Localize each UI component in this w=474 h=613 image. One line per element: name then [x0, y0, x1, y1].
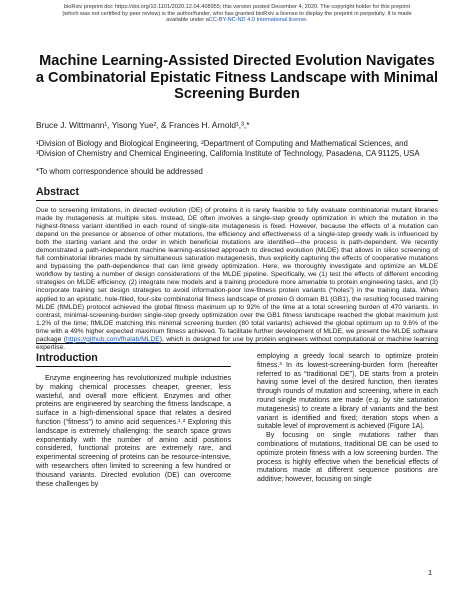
intro-paragraph-continued: employing a greedy local search to optimize protein fitness.³ In its lowest-screening-burden form (hereafter referred to as “traditional DE”), DE starts from a protein having some level of the desired function, then iterates through rounds of mutation and screening, where in each round single mutations are made (e.g. by site saturation mutagenesis) to create a library of variants and the best variant is identified and fixed; iteration stops when a suitable level of improvement is achieved (Figure 1A). — [257, 353, 438, 431]
correspondence-note: *To whom correspondence should be addressed — [36, 167, 203, 176]
abstract-text-end: ), which is designed for use by protein engineers without computational or machine learning expertise. — [36, 335, 438, 351]
affiliation-line-2: ³Division of Chemistry and Chemical Engineering, California Institute of Technology, Pasadena, CA 91125, USA — [36, 149, 420, 159]
introduction-heading: Introduction — [36, 352, 98, 364]
license-prefix: available under a — [166, 17, 209, 24]
abstract-heading: Abstract — [36, 186, 79, 198]
intro-paragraph-2: By focusing on single mutations rather than combinations of mutations, traditional DE can be used to optimize protein fitness with a low screening burden. The process is highly effective when the beneficial effects of mutations made at different sequence positions are additive; however, focusing on single — [257, 432, 438, 484]
abstract-bottom-rule — [36, 343, 438, 344]
license-link[interactable]: CC-BY-NC-ND 4.0 International license — [208, 17, 307, 24]
introduction-rule — [36, 366, 231, 367]
affiliation-line-1: ¹Division of Biology and Biological Engineering, ²Department of Computing and Mathematical Sciences, and — [36, 139, 408, 148]
preprint-line-1: bioRxiv preprint doi: https://doi.org/10.1101/2020.12.04.408955; this version posted December 4, 2020. The copyright holder for this preprint — [63, 4, 411, 10]
preprint-header — [32, 4, 442, 24]
affiliations — [36, 139, 441, 159]
page-number: 1 — [428, 568, 433, 577]
author-list: Bruce J. Wittmann¹, Yisong Yue², & Frances H. Arnold¹,³,* — [36, 120, 250, 130]
preprint-line-2: (which was not certified by peer review) is the author/funder, who has granted bioRxiv a license to display the preprint in perpetuity. It is made — [62, 10, 412, 17]
abstract-top-rule — [36, 200, 438, 201]
abstract-text: Due to screening limitations, in directed evolution (DE) of proteins it is rarely feasible to fully evaluate combinatorial mutant libraries made by mutagenesis at multiple sites. Instead, DE often involves a single-step greedy optimization in which the mutation in the highest-fitness variant identified in each round of single-site mutagenesis is fixed. However, because the effects of a mutation can depend on the presence or absence of other mutations, the efficiency and effectiveness of a single-step greedy walk is influenced by both the starting variant and the order in which beneficial mutations are identified—the process is path-dependent. We recently demonstrated a path-independent machine learning-assisted approach to directed evolution (MLDE) that allows in silico screening of full combinatorial libraries made by simultaneous saturation mutagenesis, thus explicitly capturing the effects of cooperative mutations and bypassing the path-dependence that can limit greedy optimization. Here, we thoroughly investigate and optimize an MLDE workflow by testing a number of design considerations of the MLDE pipeline. Specifically, we (1) test the effects of different encoding strategies on MLDE efficiency, (2) integrate new models and a training procedure more amenable to protein engineering tasks, and (3) incorporate training set design strategies to avoid information-poor low-fitness protein variants (“holes”) in the training data. When applied to an epistatic, hole-filled, four-site combinatorial fitness landscape of protein G domain B1 (GB1), the resulting focused training MLDE (ftMLDE) protocol achieved the global fitness maximum up to 92% of the time at a total screening burden of 470 variants. In contrast, minimal-screening-burden single-step greedy optimization over the GB1 fitness landscape reached the global maximum just 1.2% of the time; ftMLDE matching this minimal screening burden (80 total variants) achieved the global optimum up to 9.6% of the time with a 49% higher expected maximum fitness achieved. To facilitate further development of MLDE, we present the MLDE software package ( — [36, 207, 438, 343]
preprint-line-3 — [32, 17, 442, 24]
github-link[interactable]: https://github.com/fhalab/MLDE — [66, 335, 160, 343]
paper-title: Machine Learning-Assisted Directed Evolution Navigates a Combinatorial Epistatic Fitness Landscape with Minimal Screening Burden — [35, 53, 439, 102]
introduction-left-column: Enzyme engineering has revolutionized multiple industries by making chemical processes cheaper, greener, less wasteful, and overall more efficient. Enzymes and other proteins are engineered by searching the fitness landscape, a surface in a high-dimensional space that relates a desired function (“fitness”) to amino acid sequences.¹˒² Exploring this landscape is extremely challenging: the search space grows exponentially with the number of amino acid positions considered, functional proteins are extremely rare, and experimental screening of proteins can be resource-intensive, with researchers often limited to screening a few hundred or thousand variants. Directed evolution (DE) can overcome these challenges by — [36, 375, 231, 488]
abstract-body — [36, 207, 438, 352]
license-suffix: . — [306, 17, 308, 24]
introduction-right-column — [257, 353, 438, 485]
